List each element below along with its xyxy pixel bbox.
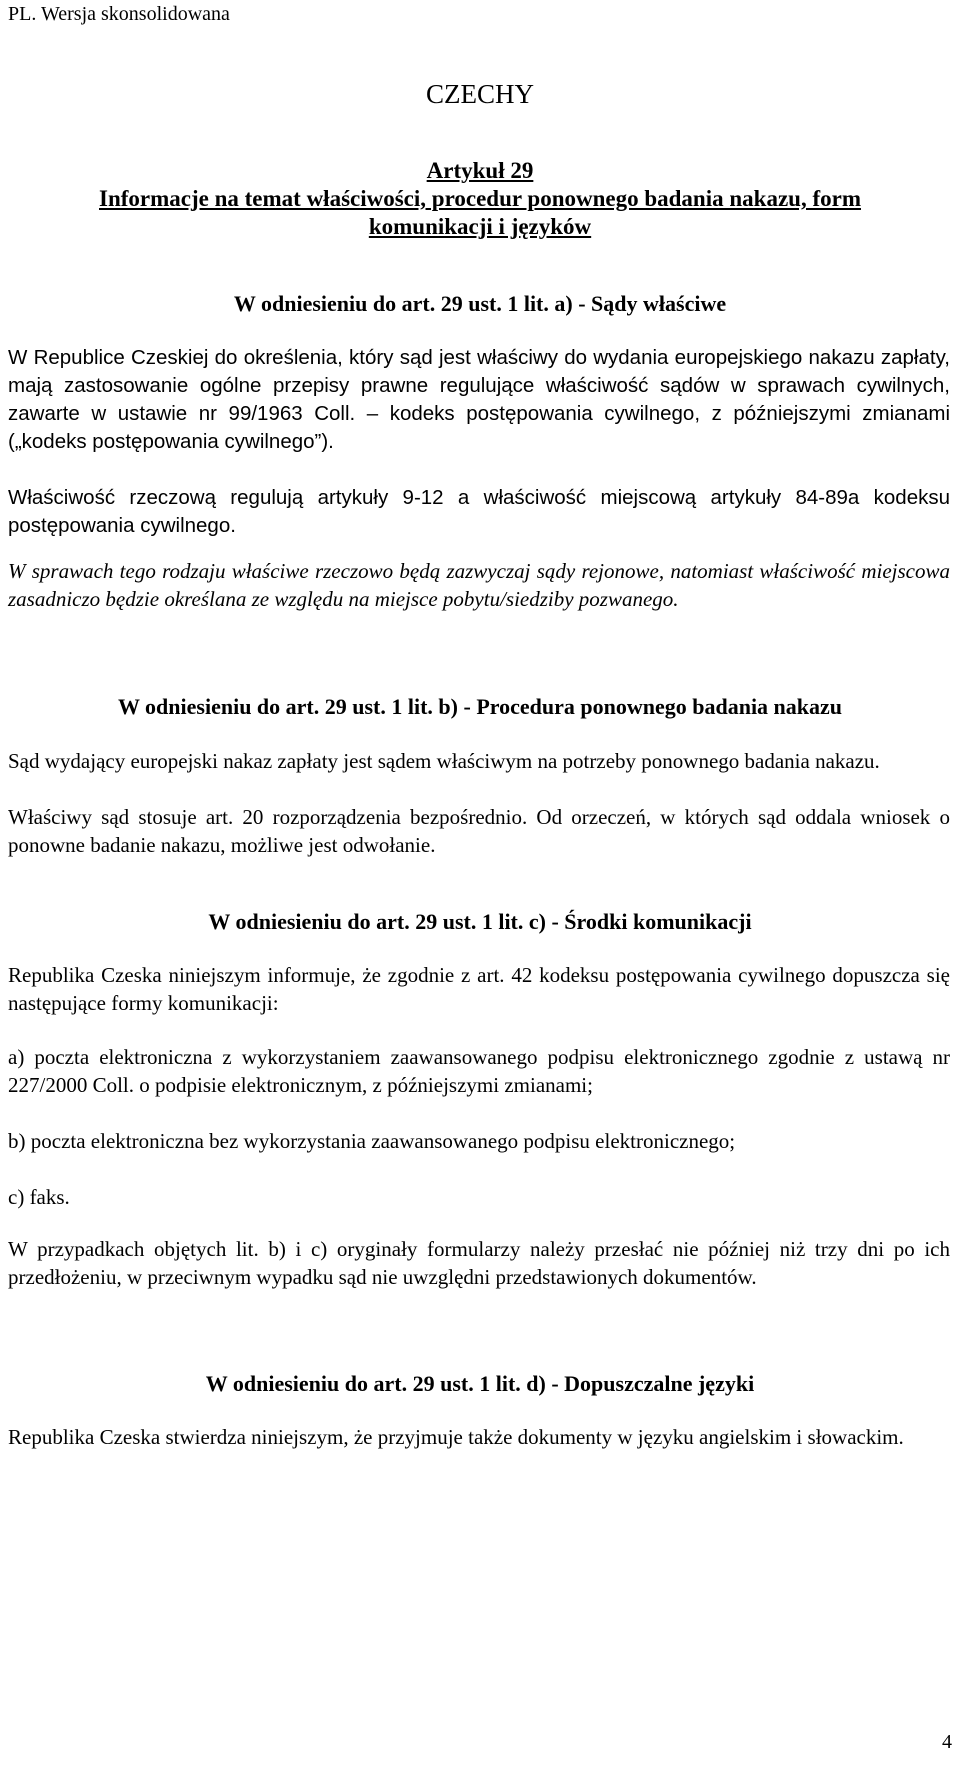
section-heading-b: W odniesieniu do art. 29 ust. 1 lit. b) - Procedura ponownego badania nakazu — [117, 694, 843, 719]
article-title-line-2: komunikacji i języków — [368, 214, 592, 239]
article-title-line-1: Informacje na temat właściwości, procedur ponownego badania nakazu, form — [99, 186, 861, 211]
section-heading-a: W odniesieniu do art. 29 ust. 1 lit. a) - Sądy właściwe — [233, 291, 727, 316]
section-a-paragraph-2: Właściwość rzeczową regulują artykuły 9-12 a właściwość miejscową artykuły 84-89a kodeksu postępowania cywilnego. — [8, 486, 950, 537]
section-heading-d: W odniesieniu do art. 29 ust. 1 lit. d) - Dopuszczalne języki — [205, 1371, 755, 1396]
section-heading-c: W odniesieniu do art. 29 ust. 1 lit. c) - Środki komunikacji — [208, 909, 752, 934]
section-c-paragraph-1: Republika Czeska niniejszym informuje, że zgodnie z art. 42 kodeksu postępowania cywilnego dopuszcza się następujące formy komunikacji: — [8, 963, 950, 1015]
section-d-paragraph-1: Republika Czeska stwierdza niniejszym, że przyjmuje także dokumenty w języku angielskim i słowackim. — [8, 1425, 904, 1449]
section-c-paragraph-2: W przypadkach objętych lit. b) i c) oryginały formularzy należy przesłać nie później niż trzy dni po ich przedłożeniu, w przeciwnym wypadku sąd nie uwzględni przedstawionych dokumentów. — [8, 1237, 950, 1289]
section-c-list-item-b: b) poczta elektroniczna bez wykorzystania zaawansowanego podpisu elektronicznego; — [8, 1129, 736, 1153]
section-c-list-item-c: c) faks. — [8, 1185, 70, 1209]
consolidated-version-note: PL. Wersja skonsolidowana — [8, 3, 230, 25]
article-number: Artykuł 29 — [426, 158, 534, 183]
country-title: CZECHY — [426, 79, 534, 109]
section-b-paragraph-2: Właściwy sąd stosuje art. 20 rozporządzenia bezpośrednio. Od orzeczeń, w których sąd oddala wniosek o ponowne badanie nakazu, możliwe jest odwołanie. — [8, 805, 950, 857]
section-c-list-item-a: a) poczta elektroniczna z wykorzystaniem zaawansowanego podpisu elektronicznego zgodnie z ustawą nr 227/2000 Coll. o podpisie elektronicznym, z późniejszymi zmianami; — [8, 1045, 950, 1097]
section-a-paragraph-3: W sprawach tego rodzaju właściwe rzeczowo będą zazwyczaj sądy rejonowe, natomiast właściwość miejscowa zasadniczo będzie określana ze względu na miejsce pobytu/siedziby pozwanego. — [8, 559, 950, 611]
section-b-paragraph-1: Sąd wydający europejski nakaz zapłaty jest sądem właściwym na potrzeby ponownego badania nakazu. — [8, 749, 880, 773]
section-a-paragraph-1: W Republice Czeskiej do określenia, który sąd jest właściwy do wydania europejskiego nakazu zapłaty, mają zastosowanie ogólne przepisy prawne regulujące właściwość sądów w sprawach cywilnych, zawarte w ustawie nr 99/1963 Coll. – kodeks postępowania cywilnego, z późniejszymi zmianami („kodeks postępowania cywilnego”). — [8, 346, 950, 453]
page-number: 4 — [942, 1731, 952, 1753]
